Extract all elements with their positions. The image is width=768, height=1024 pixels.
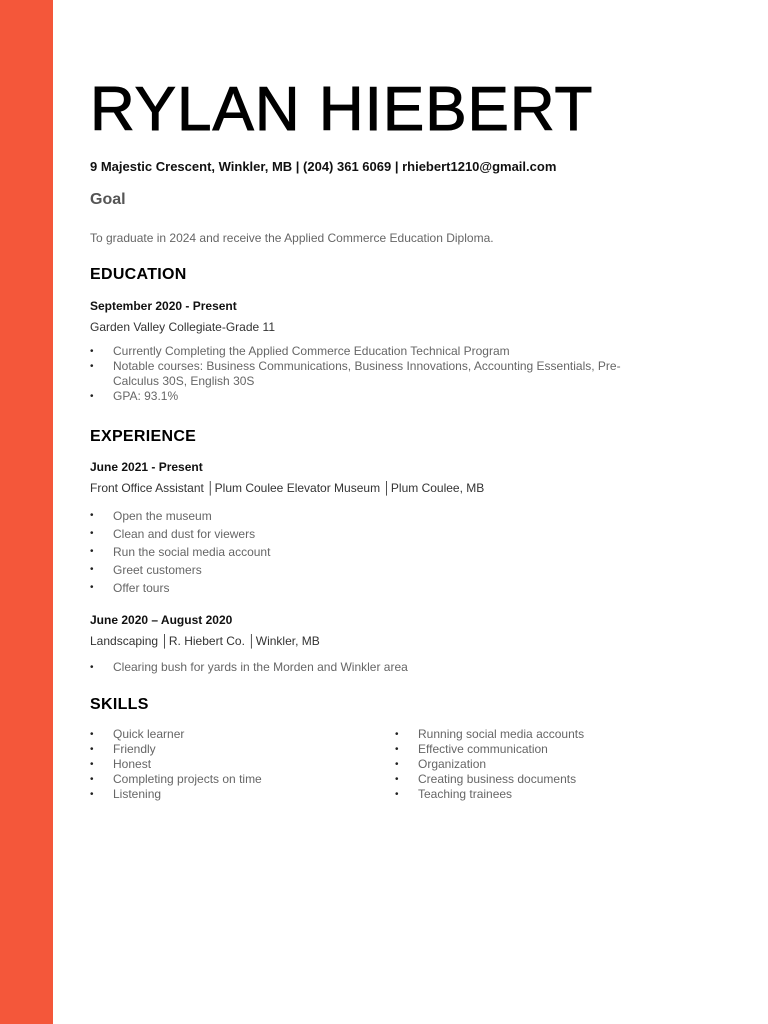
job-title: Landscaping │R. Hiebert Co. │Winkler, MB: [90, 634, 320, 648]
list-item: • GPA: 93.1%: [90, 389, 630, 404]
goal-text: To graduate in 2024 and receive the Applied Commerce Education Diploma.: [90, 231, 494, 245]
education-heading: EDUCATION: [90, 266, 187, 283]
list-item: • Clean and dust for viewers: [90, 525, 630, 543]
list-item: • Completing projects on time: [90, 772, 370, 787]
goal-heading: Goal: [90, 191, 126, 208]
list-item: • Currently Completing the Applied Commerce Education Technical Program: [90, 344, 630, 359]
list-item: • Friendly: [90, 742, 370, 757]
education-bullets: [90, 344, 630, 404]
list-item: • Effective communication: [395, 742, 695, 757]
job-bullets: [90, 507, 630, 597]
list-item: • Run the social media account: [90, 543, 630, 561]
list-item: • Notable courses: Business Communications, Business Innovations, Accounting Essentials, Pre-Calculus 30S, English 30S: [90, 359, 630, 389]
education-school: Garden Valley Collegiate-Grade 11: [90, 320, 275, 334]
skills-list-left: [90, 727, 370, 802]
list-item: • Clearing bush for yards in the Morden and Winkler area: [90, 660, 630, 675]
contact-line: 9 Majestic Crescent, Winkler, MB | (204) 361 6069 | rhiebert1210@gmail.com: [90, 159, 557, 174]
list-item: • Open the museum: [90, 507, 630, 525]
job-period: June 2021 - Present: [90, 460, 203, 474]
list-item: • Running social media accounts: [395, 727, 695, 742]
resume-name: RYLAN HIEBERT: [90, 75, 594, 144]
list-item: • Quick learner: [90, 727, 370, 742]
list-item: • Greet customers: [90, 561, 630, 579]
skills-list-right: [395, 727, 695, 802]
list-item: • Offer tours: [90, 579, 630, 597]
skills-heading: SKILLS: [90, 696, 149, 713]
list-item: • Honest: [90, 757, 370, 772]
experience-heading: EXPERIENCE: [90, 428, 197, 445]
job-title: Front Office Assistant │Plum Coulee Elevator Museum │Plum Coulee, MB: [90, 481, 485, 495]
list-item: • Listening: [90, 787, 370, 802]
list-item: • Teaching trainees: [395, 787, 695, 802]
education-period: September 2020 - Present: [90, 299, 237, 313]
job-period: June 2020 – August 2020: [90, 613, 233, 627]
accent-side-bar: [0, 0, 53, 1024]
list-item: • Organization: [395, 757, 695, 772]
job-bullets: [90, 660, 630, 675]
list-item: • Creating business documents: [395, 772, 695, 787]
